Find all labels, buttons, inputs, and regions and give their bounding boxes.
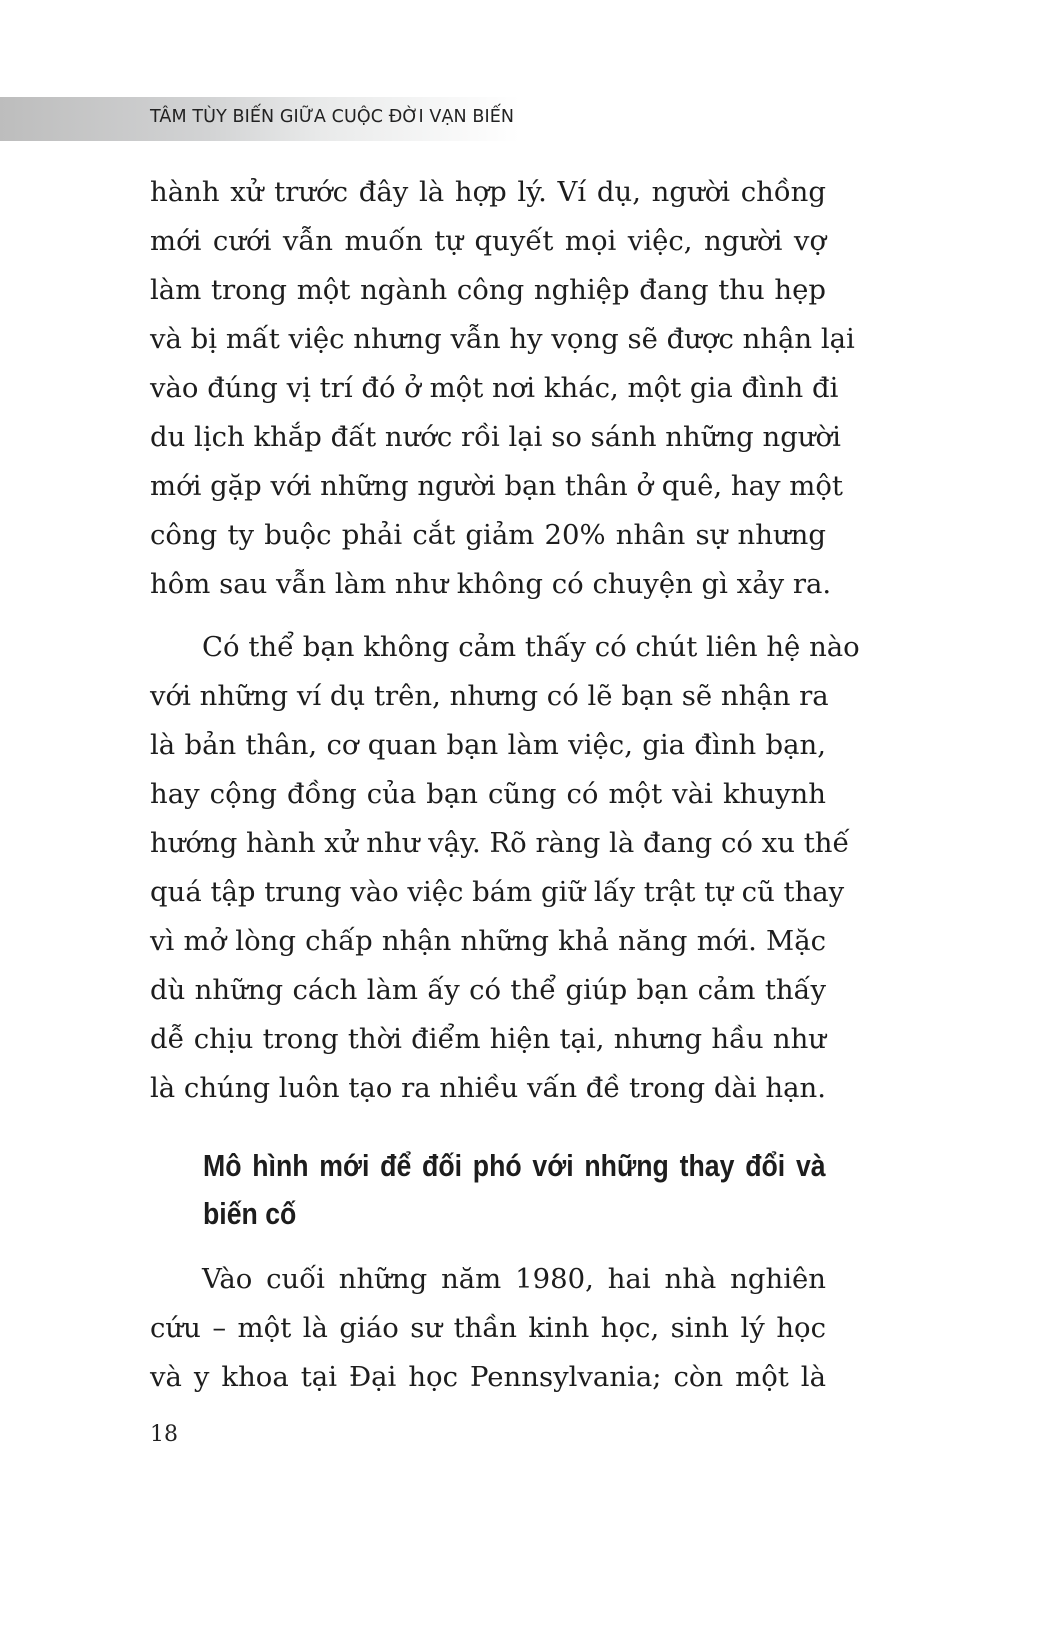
text-line: biến cố — [203, 1196, 297, 1231]
text-line: mới gặp với những người bạn thân ở quê, hay một — [150, 470, 843, 502]
text-line: hành xử trước đây là hợp lý. Ví dụ, người chồng — [150, 176, 826, 208]
text-line: mới cưới vẫn muốn tự quyết mọi việc, người vợ — [150, 225, 826, 257]
page-number: 18 — [150, 1422, 178, 1447]
paragraph-2 — [150, 623, 860, 1113]
text-line: hướng hành xử như vậy. Rõ ràng là đang có xu thế — [150, 827, 850, 859]
text-line: du lịch khắp đất nước rồi lại so sánh những người — [150, 421, 841, 453]
running-header-title: TÂM TÙY BIẾN GIỮA CUỘC ĐỜI VẠN BIẾN — [150, 107, 515, 127]
text-line: là bản thân, cơ quan bạn làm việc, gia đình bạn, — [150, 729, 826, 761]
text-line: cứu – một là giáo sư thần kinh học, sinh lý học — [150, 1312, 826, 1344]
text-line: dù những cách làm ấy có thể giúp bạn cảm thấy — [150, 974, 826, 1006]
paragraph-1 — [150, 168, 855, 609]
text-line: hôm sau vẫn làm như không có chuyện gì xảy ra. — [150, 568, 832, 600]
text-line: Có thể bạn không cảm thấy có chút liên hệ nào — [202, 631, 860, 663]
text-line: là chúng luôn tạo ra nhiều vấn đề trong dài hạn. — [150, 1072, 826, 1104]
text-line: vì mở lòng chấp nhận những khả năng mới. Mặc — [150, 925, 826, 957]
section-heading — [203, 1142, 826, 1238]
text-line: Vào cuối những năm 1980, hai nhà nghiên — [202, 1263, 826, 1295]
text-line: và y khoa tại Đại học Pennsylvania; còn một là — [150, 1361, 826, 1393]
text-line: dễ chịu trong thời điểm hiện tại, nhưng hầu như — [150, 1023, 826, 1055]
text-line: quá tập trung vào việc bám giữ lấy trật tự cũ thay — [150, 876, 845, 908]
text-line: Mô hình mới để đối phó với những thay đổi và — [203, 1148, 826, 1183]
text-line: công ty buộc phải cắt giảm 20% nhân sự nhưng — [150, 519, 826, 551]
text-line: với những ví dụ trên, nhưng có lẽ bạn sẽ nhận ra — [150, 680, 829, 712]
paragraph-3 — [150, 1255, 826, 1402]
text-line: và bị mất việc nhưng vẫn hy vọng sẽ được nhận lại — [150, 323, 855, 355]
text-line: làm trong một ngành công nghiệp đang thu hẹp — [150, 274, 826, 306]
text-line: vào đúng vị trí đó ở một nơi khác, một gia đình đi — [150, 372, 839, 404]
text-line: hay cộng đồng của bạn cũng có một vài khuynh — [150, 778, 826, 810]
